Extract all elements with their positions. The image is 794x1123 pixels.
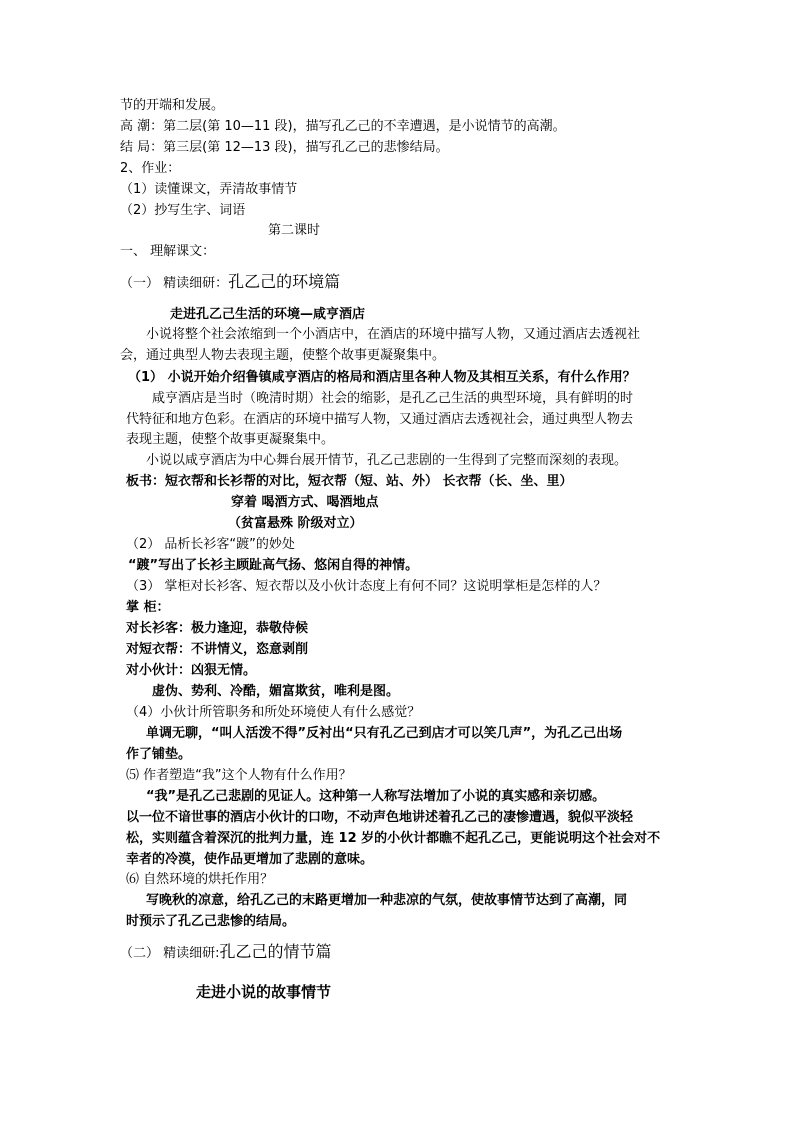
answer: “踱”写出了长衫主顾趾高气扬、悠闲自得的神情。	[128, 558, 419, 573]
subsection-title: 孔乙己的情节篇	[219, 942, 332, 961]
answer: 时预示了孔乙己悲惨的结局。	[126, 914, 296, 929]
paragraph-line: 小说以咸亨酒店为中心舞台展开情节，孔乙己悲剧的一生得到了完整而深刻的表现。	[146, 453, 628, 468]
answer: 幸者的冷漠，使作品更增加了悲剧的意味。	[126, 852, 374, 867]
question: （2） 品析长衫客“踱”的妙处	[126, 537, 295, 552]
answer: 作了铺垫。	[126, 747, 192, 762]
subsection-label: （二） 精读细研:	[120, 946, 220, 961]
board-note: （贫富悬殊 阶级对立）	[228, 516, 363, 531]
text-line: 高 潮：第二层(第 10—11 段)，描写孔乙己的不幸遭遇，是小说情节的高潮。	[120, 119, 566, 134]
subsection-title: 孔乙己的环境篇	[228, 272, 341, 291]
answer: 对小伙计：凶狠无情。	[126, 663, 257, 678]
topic-heading: 走进小说的故事情节	[196, 983, 332, 1001]
list-item: （1）读懂课文，弄清故事情节	[120, 182, 298, 197]
paragraph-line: 代特征和地方色彩。在酒店的环境中描写人物，又通过酒店去透视社会，通过典型人物去	[126, 412, 634, 427]
question: ⑹ 自然环境的烘托作用？	[126, 872, 274, 887]
section-heading: 一、 理解课文：	[120, 244, 216, 259]
board-note: 板书：短衣帮和长衫帮的对比，短衣帮（短、站、外） 长衣帮（长、坐、里）	[126, 474, 573, 489]
answer: 松，实则蕴含着深沉的批判力量，连 12 岁的小伙计都瞧不起孔乙己，更能说明这个社会对不	[126, 831, 661, 846]
answer: 虚伪、势利、冷酷，媚富欺贫，唯利是图。	[152, 684, 400, 699]
paragraph-line: 咸亨酒店是当时（晚清时期）社会的缩影，是孔乙己生活的典型环境，具有鲜明的时	[152, 391, 634, 406]
answer: 对短衣帮：不讲情义，恣意剥削	[126, 642, 309, 657]
text-line: 2、作业：	[120, 161, 181, 176]
text-line: 结 局：第三层(第 12—13 段)，描写孔乙己的悲惨结局。	[120, 140, 449, 155]
answer: 对长衫客：极力逢迎，恭敬侍候	[126, 621, 309, 636]
topic-heading: 走进孔乙己生活的环境—咸亨酒店	[170, 307, 366, 322]
answer: “我”是孔乙己悲剧的见证人。这种第一人称写法增加了小说的真实感和亲切感。	[146, 789, 606, 804]
text-line: 节的开端和发展。	[120, 98, 225, 113]
section-title: 第二课时	[268, 223, 321, 238]
list-item: （2）抄写生字、词语	[120, 203, 246, 218]
answer: 以一位不谙世事的酒店小伙计的口吻，不动声色地讲述着孔乙己的凄惨遭遇，貌似平淡轻	[126, 810, 634, 825]
question: ⑸ 作者塑造“我”这个人物有什么作用？	[126, 768, 352, 783]
paragraph-line: 小说将整个社会浓缩到一个小酒店中，在酒店的环境中描写人物，又通过酒店去透视社	[146, 327, 641, 342]
paragraph-line: 会，通过典型人物去表现主题，使整个故事更凝聚集中。	[120, 348, 446, 363]
question: （4）小伙计所管职务和所处环境使人有什么感觉？	[126, 705, 421, 720]
question: （1） 小说开始介绍鲁镇咸亨酒店的格局和酒店里各种人物及其相互关系，有什么作用？	[128, 370, 636, 385]
answer: 单调无聊，“叫人活泼不得”反衬出“只有孔乙己到店才可以笑几声”，为孔乙己出场	[146, 726, 623, 741]
subsection-heading	[120, 942, 332, 964]
answer: 掌 柜：	[126, 600, 170, 615]
question: （3） 掌柜对长衫客、短衣帮以及小伙计态度上有何不同？这说明掌柜是怎样的人？	[126, 579, 607, 594]
paragraph-line: 表现主题，使整个故事更凝聚集中。	[126, 432, 335, 447]
subsection-label: （一） 精读细研：	[120, 276, 229, 291]
answer: 写晚秋的凉意，给孔乙己的末路更增加一种悲凉的气氛，使故事情节达到了高潮，同	[146, 893, 628, 908]
board-note: 穿着 喝酒方式、喝酒地点	[231, 495, 379, 510]
subsection-heading	[120, 272, 340, 294]
